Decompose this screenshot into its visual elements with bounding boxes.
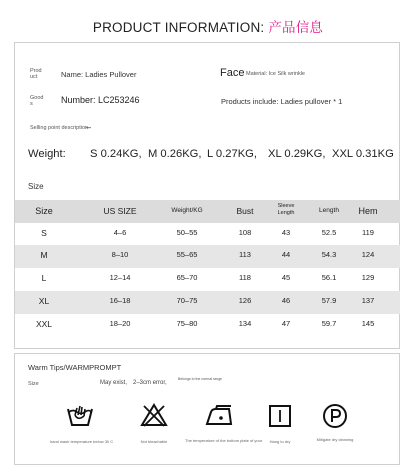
td-hem: 137 bbox=[361, 296, 375, 305]
td-length: 56.1 bbox=[321, 273, 337, 282]
th-length: Length bbox=[319, 207, 339, 214]
td-sleeve-length: 44 bbox=[281, 250, 291, 259]
face-label: Face bbox=[220, 67, 245, 79]
td-length: 59.7 bbox=[321, 319, 337, 328]
th-bust: Bust bbox=[236, 206, 254, 216]
td-length: 57.9 bbox=[321, 296, 337, 305]
td-size: XXL bbox=[35, 319, 53, 329]
th-weight: Weight/KG bbox=[171, 207, 203, 214]
th-size: Size bbox=[35, 206, 53, 216]
td-size: L bbox=[41, 273, 47, 283]
goods-number: Number: LC253246 bbox=[61, 95, 140, 105]
selling-point-value: – bbox=[86, 122, 92, 132]
td-bust: 118 bbox=[239, 273, 251, 282]
td-weight: 70–75 bbox=[176, 296, 198, 305]
prod-label: Prod uct bbox=[30, 68, 42, 80]
td-sleeve-length: 47 bbox=[281, 319, 291, 328]
td-weight: 75–80 bbox=[176, 319, 198, 328]
td-weight: 55–65 bbox=[176, 250, 198, 259]
td-hem: 124 bbox=[361, 250, 375, 259]
tips-note: Belongs to the normal range bbox=[178, 377, 222, 381]
td-bust: 113 bbox=[239, 250, 251, 259]
hang-dry-icon bbox=[268, 404, 292, 428]
td-sleeve-length: 45 bbox=[281, 273, 291, 282]
tips-may-exist: May exist, bbox=[100, 380, 128, 386]
title-zh: 产品信息 bbox=[268, 20, 324, 35]
td-hem: 129 bbox=[361, 273, 375, 282]
td-length: 52.5 bbox=[321, 228, 337, 237]
face-material: Material: Ice Silk wrinkle bbox=[246, 71, 305, 77]
td-length: 54.3 bbox=[321, 250, 337, 259]
page-title bbox=[0, 16, 416, 36]
td-weight: 65–70 bbox=[176, 273, 198, 282]
td-bust: 126 bbox=[238, 296, 252, 305]
no-bleach-icon bbox=[140, 403, 168, 427]
weight-xxl: XXL 0.31KG bbox=[332, 148, 394, 160]
weight-m: M 0.26KG, bbox=[148, 148, 202, 160]
dry-clean-icon bbox=[322, 403, 348, 429]
th-hem: Hem bbox=[358, 206, 378, 216]
td-us-size: 18–20 bbox=[109, 319, 131, 328]
size-label: Size bbox=[28, 182, 44, 191]
td-sleeve-length: 43 bbox=[281, 228, 291, 237]
care-caption-hang-dry: Hang to dry bbox=[269, 439, 291, 444]
th-sleeve-length: Sleeve Length bbox=[277, 203, 295, 216]
td-us-size: 8–10 bbox=[111, 250, 129, 259]
td-bust: 108 bbox=[238, 228, 252, 237]
care-caption-hand-wash: hand wash temperature below 30 C bbox=[50, 439, 114, 444]
care-caption-no-bleach: Not bleachable bbox=[140, 439, 168, 444]
td-us-size: 4–6 bbox=[113, 228, 127, 237]
td-size: S bbox=[41, 228, 47, 238]
td-us-size: 12–14 bbox=[109, 273, 131, 282]
weight-label: Weight: bbox=[28, 148, 66, 160]
td-us-size: 16–18 bbox=[109, 296, 131, 305]
care-caption-dry-clean: Mitigate dry cleaning bbox=[316, 437, 354, 442]
weight-l: L 0.27KG, bbox=[207, 148, 257, 160]
tips-title: Warm Tips/WARMPROMPT bbox=[28, 363, 122, 372]
tips-size: Size bbox=[28, 381, 39, 387]
td-hem: 145 bbox=[361, 319, 375, 328]
td-weight: 50–55 bbox=[176, 228, 198, 237]
tips-error: 2–3cm error, bbox=[133, 380, 167, 386]
selling-point-label: Selling point description bbox=[30, 125, 89, 131]
product-name: Name: Ladies Pullover bbox=[61, 70, 137, 79]
td-size: M bbox=[40, 250, 48, 260]
iron-icon bbox=[205, 404, 235, 426]
td-bust: 134 bbox=[238, 319, 252, 328]
td-hem: 119 bbox=[362, 228, 374, 237]
td-size: XL bbox=[38, 296, 50, 306]
weight-s: S 0.24KG, bbox=[90, 148, 142, 160]
products-include: Products include: Ladies pullover * 1 bbox=[221, 97, 343, 106]
th-us-size: US SIZE bbox=[103, 206, 137, 216]
weight-xl: XL 0.29KG, bbox=[268, 148, 326, 160]
care-caption-iron: The temperature of the bottom plate of your bbox=[185, 438, 263, 443]
goods-label: Good s bbox=[30, 95, 44, 107]
title-en: PRODUCT INFORMATION: bbox=[92, 20, 265, 35]
hand-wash-icon bbox=[66, 403, 94, 427]
td-sleeve-length: 46 bbox=[281, 296, 291, 305]
